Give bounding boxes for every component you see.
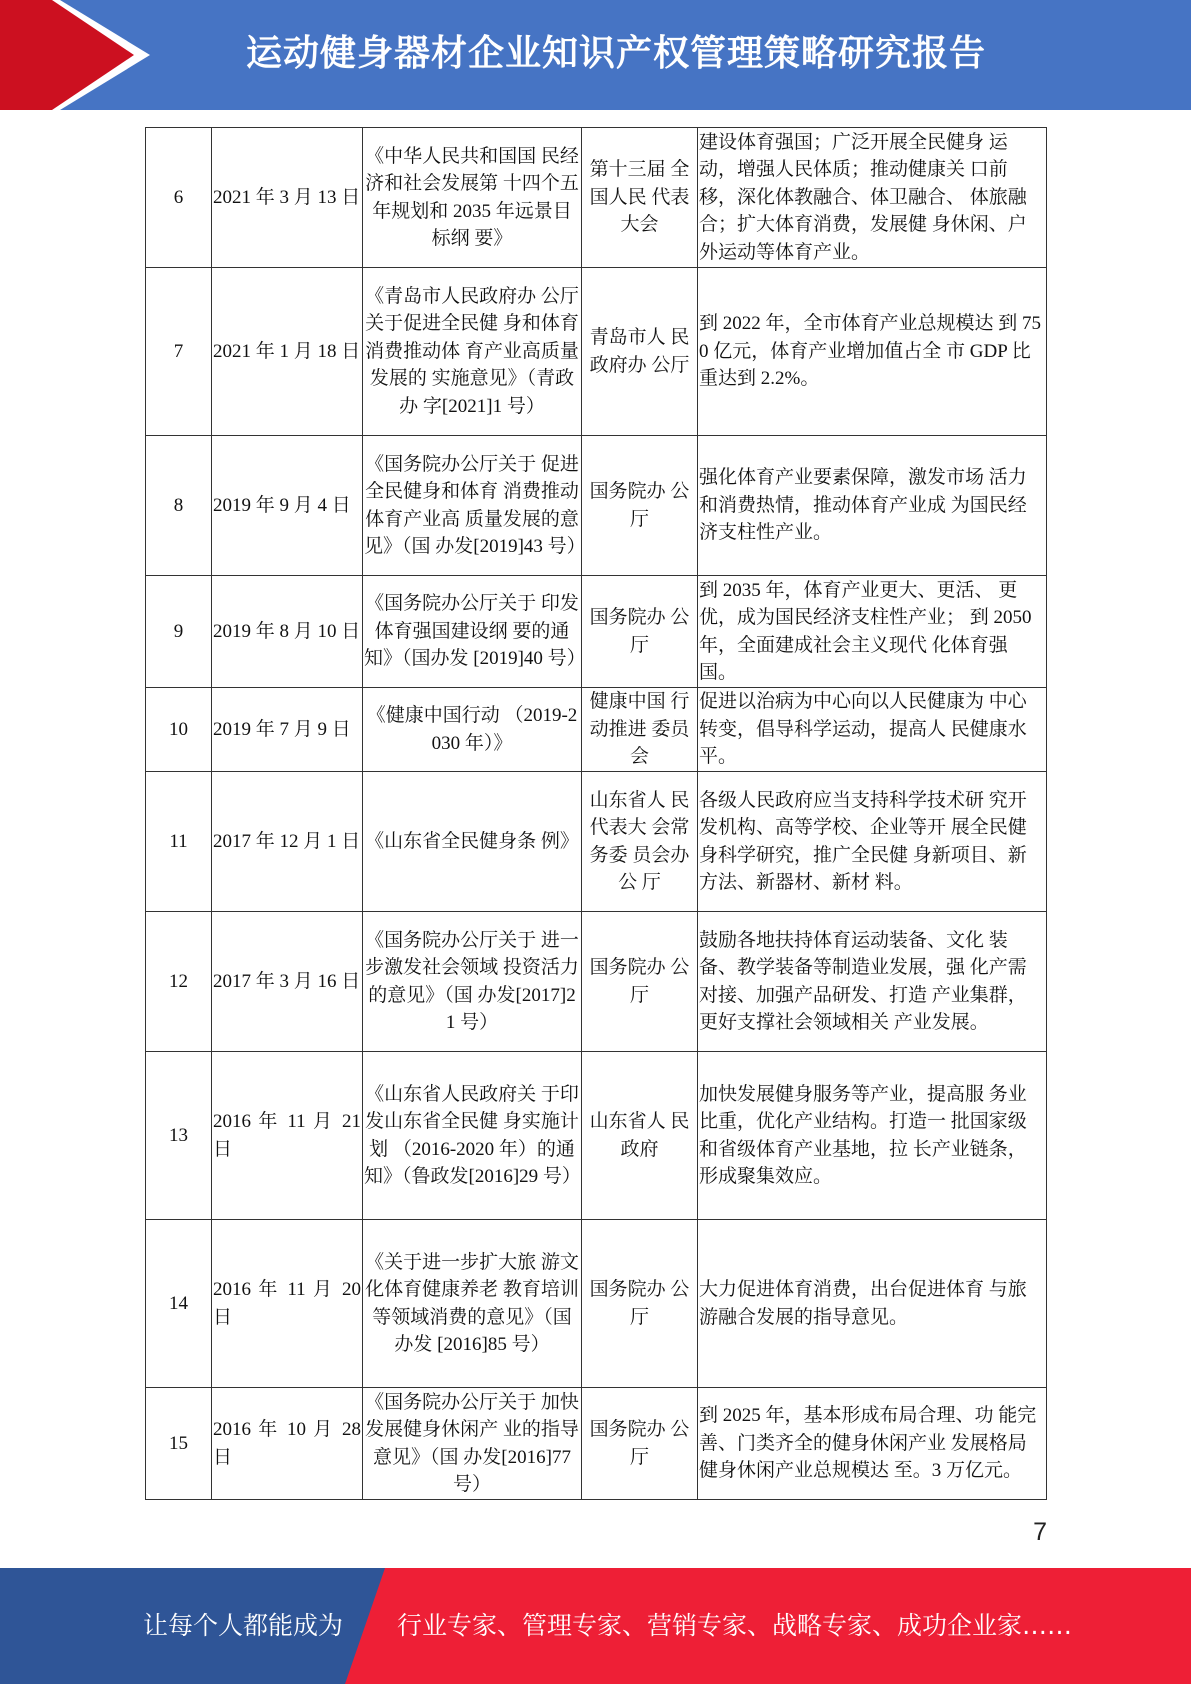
document-cell: 《山东省人民政府关 于印发山东省全民健 身实施计划 （2016-2020 年）的通 知》（鲁政发[2016]29 号）	[363, 1052, 582, 1220]
footer-slogan-left: 让每个人都能成为	[143, 1611, 344, 1640]
report-title: 运动健身器材企业知识产权管理策略研究报告	[246, 33, 987, 74]
issuer-cell: 健康中国 行动推进 委员会	[582, 688, 698, 772]
content-cell: 到 2035 年，体育产业更大、更活、 更优，成为国民经济支柱性产业； 到 2050 年，全面建成社会主义现代 化体育强国。	[698, 576, 1047, 688]
row-number-cell: 10	[146, 688, 212, 772]
footer-slogan-right: 行业专家、管理专家、营销专家、战略专家、成功企业家……	[397, 1611, 1073, 1640]
document-cell: 《国务院办公厅关于 进一步激发社会领域 投资活力的意见》（国 办发[2017]21 号）	[363, 912, 582, 1052]
issuer-cell: 青岛市人 民政府办 公厅	[582, 268, 698, 436]
row-number-cell: 6	[146, 128, 212, 268]
content-cell: 到 2025 年，基本形成布局合理、功 能完善、门类齐全的健身休闲产业 发展格局健身休闲产业总规模达 至。3 万亿元。	[698, 1388, 1047, 1500]
document-cell: 《关于进一步扩大旅 游文化体育健康养老 教育培训等领域消费的意见》（国办发 [2016]85 号）	[363, 1220, 582, 1388]
date-cell: 2019 年 8 月 10 日	[212, 576, 363, 688]
date-cell: 2016 年 10 月 28 日	[212, 1388, 363, 1500]
row-number-cell: 11	[146, 772, 212, 912]
table-row	[146, 912, 1047, 1052]
row-number-cell: 7	[146, 268, 212, 436]
row-number-cell: 13	[146, 1052, 212, 1220]
content-cell: 鼓励各地扶持体育运动装备、文化 装备、教学装备等制造业发展，强 化产需对接、加强产品研发、打造 产业集群，更好支撑社会领域相关 产业发展。	[698, 912, 1047, 1052]
date-cell: 2021 年 1 月 18 日	[212, 268, 363, 436]
page-number: 7	[1033, 1518, 1047, 1546]
row-number-cell: 14	[146, 1220, 212, 1388]
table-row	[146, 268, 1047, 436]
document-cell: 《国务院办公厅关于 印发体育强国建设纲 要的通知》（国办发 [2019]40 号）	[363, 576, 582, 688]
content-cell: 促进以治病为中心向以人民健康为 中心转变，倡导科学运动，提高人 民健康水平。	[698, 688, 1047, 772]
document-cell: 《山东省全民健身条 例》	[363, 772, 582, 912]
page-header	[0, 0, 1191, 110]
date-cell: 2017 年 12 月 1 日	[212, 772, 363, 912]
content-cell: 强化体育产业要素保障，激发市场 活力和消费热情，推动体育产业成 为国民经济支柱性产业。	[698, 436, 1047, 576]
policy-table	[145, 127, 1047, 1500]
row-number-cell: 8	[146, 436, 212, 576]
table-row	[146, 128, 1047, 268]
issuer-cell: 山东省人 民代表大 会常务委 员会办公 厅	[582, 772, 698, 912]
issuer-cell: 国务院办 公厅	[582, 436, 698, 576]
date-cell: 2019 年 7 月 9 日	[212, 688, 363, 772]
issuer-cell: 国务院办 公厅	[582, 1220, 698, 1388]
table-row	[146, 1052, 1047, 1220]
document-cell: 《健康中国行动 （2019-2030 年）》	[363, 688, 582, 772]
page-footer	[0, 1568, 1191, 1684]
date-cell: 2019 年 9 月 4 日	[212, 436, 363, 576]
document-cell: 《国务院办公厅关于 加快发展健身休闲产 业的指导意见》（国 办发[2016]77 号）	[363, 1388, 582, 1500]
header-chevron-decoration	[0, 0, 150, 110]
document-cell: 《国务院办公厅关于 促进全民健身和体育 消费推动体育产业高 质量发展的意见》（国 办发[2019]43 号）	[363, 436, 582, 576]
issuer-cell: 国务院办 公厅	[582, 912, 698, 1052]
table-row	[146, 1220, 1047, 1388]
policy-table-body	[146, 128, 1047, 1500]
row-number-cell: 15	[146, 1388, 212, 1500]
content-cell: 到 2022 年，全市体育产业总规模达 到 750 亿元，体育产业增加值占全 市 GDP 比重达到 2.2%。	[698, 268, 1047, 436]
content-cell: 各级人民政府应当支持科学技术研 究开发机构、高等学校、企业等开 展全民健身科学研究，推广全民健 身新项目、新方法、新器材、新材 料。	[698, 772, 1047, 912]
row-number-cell: 9	[146, 576, 212, 688]
table-row	[146, 772, 1047, 912]
table-row	[146, 436, 1047, 576]
table-row	[146, 688, 1047, 772]
issuer-cell: 第十三届 全国人民 代表大会	[582, 128, 698, 268]
policy-table-container	[145, 127, 1047, 1495]
content-cell: 加快发展健身服务等产业，提高服 务业比重，优化产业结构。打造一 批国家级和省级体育产业基地，拉 长产业链条，形成聚集效应。	[698, 1052, 1047, 1220]
date-cell: 2021 年 3 月 13 日	[212, 128, 363, 268]
date-cell: 2016 年 11 月 21 日	[212, 1052, 363, 1220]
issuer-cell: 国务院办 公厅	[582, 576, 698, 688]
table-row	[146, 576, 1047, 688]
issuer-cell: 国务院办 公厅	[582, 1388, 698, 1500]
content-cell: 大力促进体育消费，出台促进体育 与旅游融合发展的指导意见。	[698, 1220, 1047, 1388]
document-cell: 《中华人民共和国国 民经济和社会发展第 十四个五年规划和 2035 年远景目标纲 要》	[363, 128, 582, 268]
content-cell: 建设体育强国；广泛开展全民健身 运动，增强人民体质；推动健康关 口前移，深化体教融合、体卫融合、 体旅融合；扩大体育消费，发展健 身休闲、户外运动等体育产业。	[698, 128, 1047, 268]
table-row	[146, 1388, 1047, 1500]
date-cell: 2016 年 11 月 20 日	[212, 1220, 363, 1388]
document-cell: 《青岛市人民政府办 公厅关于促进全民健 身和体育消费推动体 育产业高质量发展的 实施意见》（青政办 字[2021]1 号）	[363, 268, 582, 436]
issuer-cell: 山东省人 民政府	[582, 1052, 698, 1220]
row-number-cell: 12	[146, 912, 212, 1052]
date-cell: 2017 年 3 月 16 日	[212, 912, 363, 1052]
